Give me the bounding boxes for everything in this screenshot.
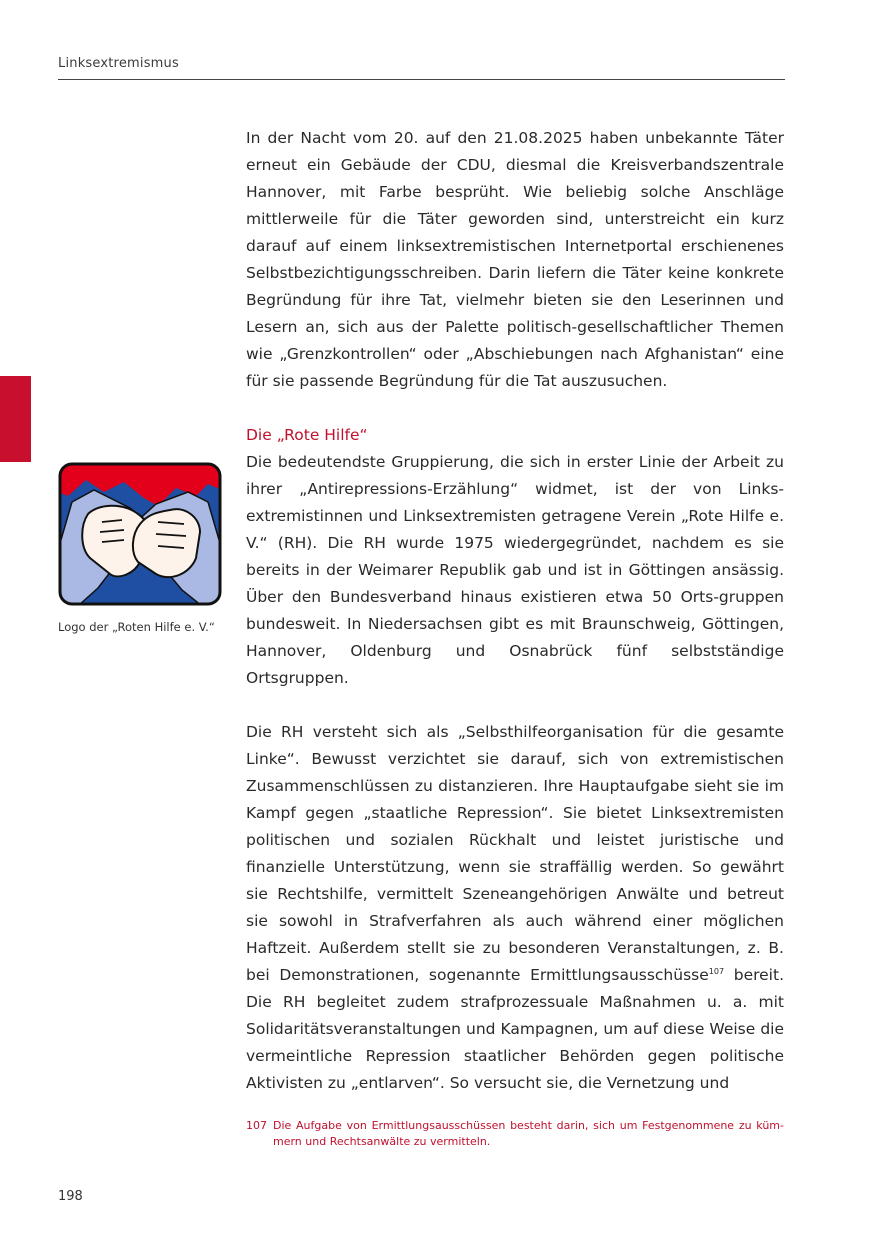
- paragraph-text-part-1: Die RH versteht sich als „Selbsthilfeorganisation für die gesamte Linke“. Bewusst verzichtet sie darauf, sich von extremistischen Zusammenschlüssen zu distanzieren. Ihre Hauptaufgabe sieht sie im Kampf gegen „staatliche Repression“. Sie bietet Linksextremisten politischen und sozialen Rückhalt und leistet juristische und finanzielle Unterstützung, wenn sie straffällig werden. So gewährt sie Rechtshilfe, vermittelt Szeneangehörigen Anwälte und betreut sie sowohl in Strafverfahren als auch während einer möglichen Haftzeit. Außerdem stellt sie zu besonderen Veranstaltungen, z. B. bei Demonstrationen, sogenannte Ermittlungsausschüsse: [246, 723, 784, 984]
- paragraph-rh-self-image: [246, 719, 784, 1097]
- paragraph-text-part-2: bereit. Die RH begleitet zudem strafprozessuale Maßnahmen u. a. mit Solidaritätsveranstaltungen und Kampagnen, um auf diese Weise die vermeintliche Repression staatlicher Behörden gegen politische Aktivisten zu „entlarven“. So versucht sie, die Vernetzung und: [246, 966, 784, 1092]
- footnote-number: 107: [246, 1119, 267, 1132]
- chapter-tab-marker: [0, 376, 31, 462]
- main-text-column: [246, 125, 784, 1097]
- footnote: [246, 1118, 784, 1150]
- footnote-reference[interactable]: 107: [708, 966, 725, 976]
- paragraph-intro: In der Nacht vom 20. auf den 21.08.2025 haben unbekannte Täter erneut ein Gebäude der CDU, diesmal die Kreisverbandszentrale Hannover, mit Farbe besprüht. Wie beliebig solche Anschläge mittlerweile für die Täter geworden sind, unterstreicht ein kurz darauf auf einem linksextremistischen Internetportal erschienenes Selbstbezichtigungsschreiben. Darin liefern die Täter keine konkrete Begründung für ihre Tat, vielmehr bieten sie den Leserinnen und Lesern an, sich aus der Palette politisch-gesellschaftlicher Themen wie „Grenzkontrollen“ oder „Abschiebungen nach Afghanistan“ eine für sie passende Begründung für die Tat auszusuchen.: [246, 129, 784, 390]
- rote-hilfe-logo: [58, 462, 222, 606]
- running-header: Linksextremismus: [58, 56, 179, 71]
- footnote-text: Die Aufgabe von Ermittlungsausschüssen besteht darin, sich um Festgenommene zu küm-mern und Rechtsanwälte zu vermitteln.: [273, 1119, 784, 1148]
- header-rule: [58, 79, 785, 80]
- section-heading: Die „Rote Hilfe“: [246, 426, 368, 444]
- paragraph-rote-hilfe: Die bedeutendste Gruppierung, die sich in erster Linie der Arbeit zu ihrer „Antirepressions-Erzählung“ widmet, ist der von Links-extremistinnen und Linksextremisten getragene Verein „Rote Hilfe e. V.“ (RH). Die RH wurde 1975 wiedergegründet, nachdem es sie bereits in der Weimarer Republik gab und ist in Göttingen ansässig. Über den Bundesverband hinaus existieren etwa 50 Orts-gruppen bundesweit. In Niedersachsen gibt es mit Braunschweig, Göttingen, Hannover, Oldenburg und Osnabrück fünf selbstständige Ortsgruppen.: [246, 453, 784, 687]
- page-number: 198: [58, 1189, 83, 1204]
- logo-caption: Logo der „Roten Hilfe e. V.“: [58, 620, 215, 634]
